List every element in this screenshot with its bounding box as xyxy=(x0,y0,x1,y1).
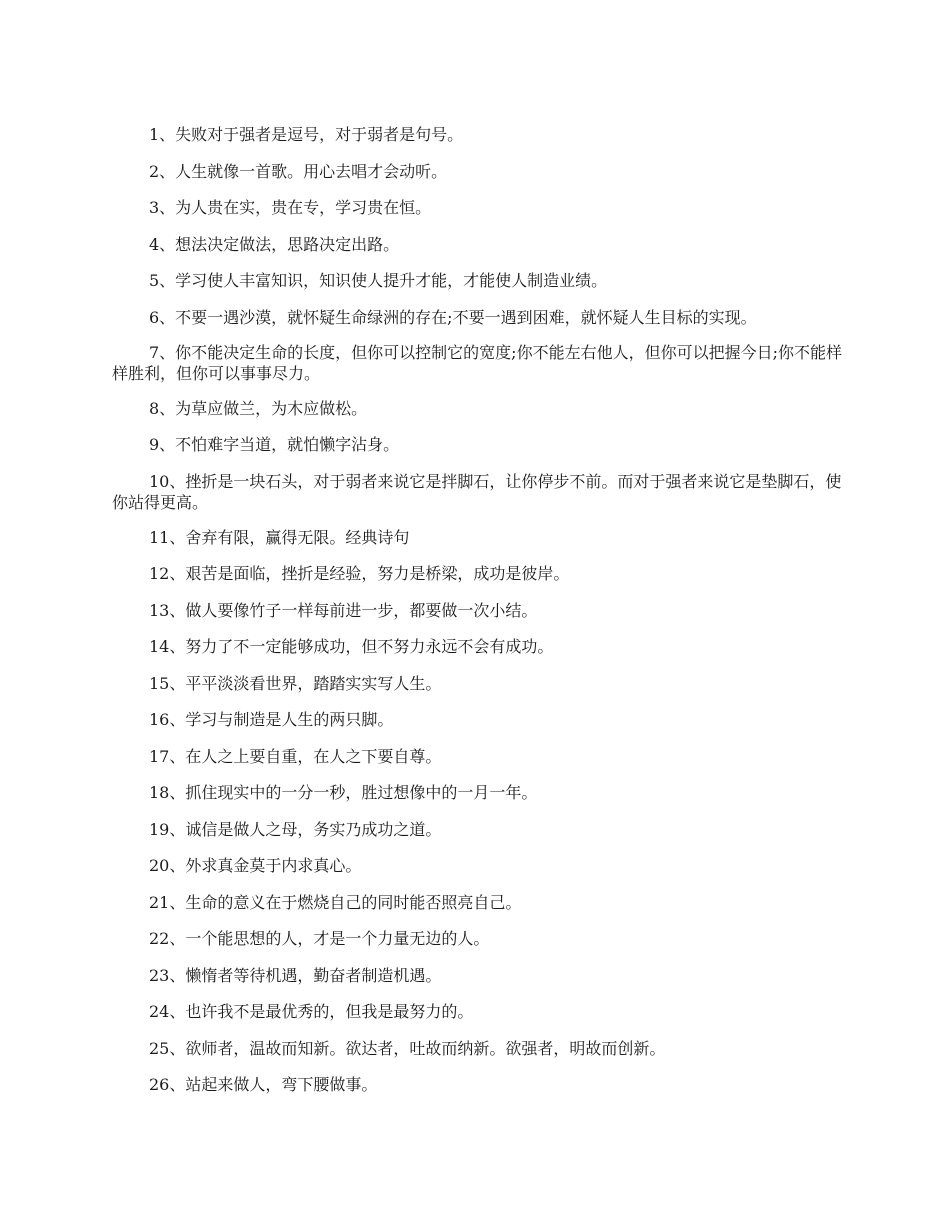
list-item: 13、做人要像竹子一样每前进一步，都要做一次小结。 xyxy=(149,600,538,620)
list-item: 22、一个能思想的人，才是一个力量无边的人。 xyxy=(149,929,490,948)
list-item: 17、在人之上要自重，在人之下要自尊。 xyxy=(149,746,442,766)
list-item: 12、艰苦是面临，挫折是经验，努力是桥梁，成功是彼岸。 xyxy=(149,564,570,583)
list-item: 18、抓住现实中的一分一秒，胜过想像中的一月一年。 xyxy=(149,783,538,802)
list-item: 25、欲师者，温故而知新。欲达者，吐故而纳新。欲强者，明故而创新。 xyxy=(149,1038,666,1058)
list-item: 26、站起来做人，弯下腰做事。 xyxy=(149,1075,378,1094)
list-item: 20、外求真金莫于内求真心。 xyxy=(149,856,362,875)
list-item: 11、舍弃有限，赢得无限。经典诗句 xyxy=(149,527,410,547)
quote-list xyxy=(112,124,842,1111)
list-item: 24、也许我不是最优秀的，但我是最努力的。 xyxy=(149,1002,474,1021)
list-item: 9、不怕难字当道，就怕懒字沾身。 xyxy=(149,435,400,454)
list-item: 15、平平淡淡看世界，踏踏实实写人生。 xyxy=(149,673,442,693)
list-item: 19、诚信是做人之母，务实乃成功之道。 xyxy=(149,819,442,839)
list-item: 3、为人贵在实，贵在专，学习贵在恒。 xyxy=(149,198,432,217)
list-item: 14、努力了不一定能够成功，但不努力永远不会有成功。 xyxy=(149,637,554,656)
list-item: 23、懒惰者等待机遇，勤奋者制造机遇。 xyxy=(149,965,442,985)
list-item: 5、学习使人丰富知识，知识使人提升才能，才能使人制造业绩。 xyxy=(149,271,608,290)
list-item: 4、想法决定做法，思路决定出路。 xyxy=(149,234,400,254)
list-item: 2、人生就像一首歌。用心去唱才会动听。 xyxy=(149,161,448,181)
list-item: 8、为草应做兰，为木应做松。 xyxy=(149,398,368,418)
list-item: 16、学习与制造是人生的两只脚。 xyxy=(149,710,394,729)
list-item: 6、不要一遇沙漠，就怀疑生命绿洲的存在;不要一遇到困难，就怀疑人生目标的实现。 xyxy=(149,307,757,327)
list-item: 21、生命的意义在于燃烧自己的同时能否照亮自己。 xyxy=(149,892,522,912)
list-item: 10、挫折是一块石头，对于弱者来说它是拌脚石，让你停步不前。而对于强者来说它是垫脚石，使你站得更高。 xyxy=(112,471,842,512)
list-item: 7、你不能决定生命的长度，但你可以控制它的宽度;你不能左右他人，但你可以把握今日;你不能样样胜利，但你可以事事尽力。 xyxy=(112,342,842,383)
list-item: 1、失败对于强者是逗号，对于弱者是句号。 xyxy=(149,125,464,144)
